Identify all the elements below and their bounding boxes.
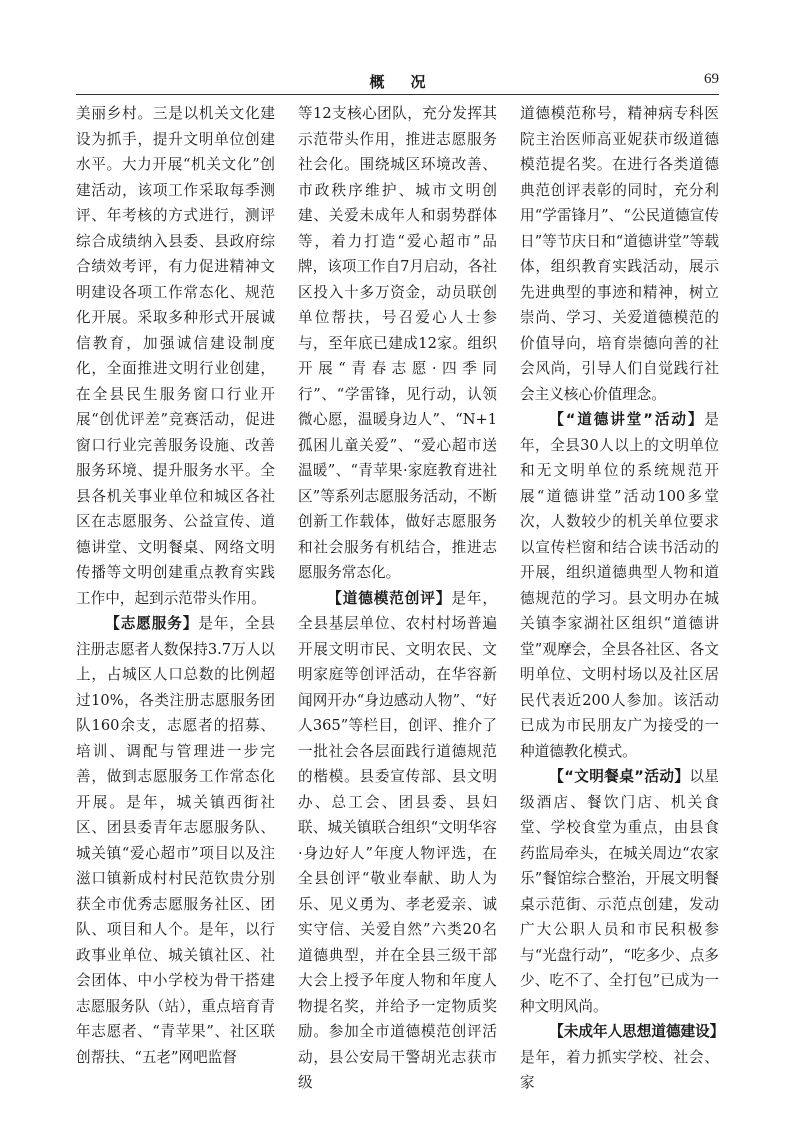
column-right (520, 101, 725, 1096)
paragraph-text: 是年，全县基层单位、农村村场普遍开展文明市民、文明农民、文明家庭等创评活动，在华容新闻网开办“身边感动人物”、“好人365”等栏目，创评、推介了一批社会各层面践行道德规范的楷模。县委宣传部、县文明办、总工会、团县委、县妇联、城关镇联合组织“文明华容·身边好人”年度人物评选，在全县创评“敬业奉献、助人为乐、见义勇为、孝老爱亲、诚实守信、关爱自然”六类20名道德典型，并在全县三级干部大会上授予年度人物和年度人物提名奖，并给予一定物质奖励。参加全市道德模范创评活动，县公安局干警胡光志获市级 (298, 589, 497, 1091)
section-heading-civilized-table: 【“文明餐桌”活动】 (549, 768, 690, 785)
page-number: 69 (704, 71, 719, 87)
paragraph-moral-lecture (520, 407, 719, 764)
header-rule (76, 94, 719, 95)
paragraph-minors-moral (520, 1019, 725, 1096)
paragraph-text: 是年，全县注册志愿者人数保持3.7万人以上，占城区人口总数的比例超过10%，各类注册志愿服务团队160余支，志愿者的招募、培训、调配与管理进一步完善，做到志愿服务工作常态化开展。是年，城关镇西街社区、团县委青年志愿服务队、城关镇“爱心超市”项目以及注滋口镇新成村村民范钦贵分别获全市优秀志愿服务社区、团队、项目和人个。是年，以行政事业单位、城关镇社区、社会团体、中小学校为骨干搭建志愿服务队（站），重点培育青年志愿者、“青苹果”、社区联创帮扶、“五老”网吧监督 (76, 615, 275, 1066)
paragraph-volunteer-continued: 等12支核心团队，充分发挥其示范带头作用，推进志愿服务社会化。围绕城区环境改善、市政秩序维护、城市文明创建、关爱未成年人和弱势群体等，着力打造“爱心超市”品牌，该项工作自7月启动，各社区投入十多万资金，动员联创单位帮扶，号召爱心人士参与，至年底已建成12家。组织开展“青春志愿·四季同行”、“学雷锋，见行动，认领微心愿，温暖身边人”、“N+1孤困儿童关爱”、“爱心超市送温暖”、“青苹果·家庭教育进社区”等系列志愿服务活动，不断创新工作载体，做好志愿服务和社会服务有机结合，推进志愿服务常态化。 (298, 105, 498, 581)
paragraph-culture-continued: 美丽乡村。三是以机关文化建设为抓手，提升文明单位创建水平。大力开展“机关文化”创建活动，该项工作采取每季测评、年考核的方式进行，测评综合成绩纳入县委、县政府综合绩效考评，有力促进精神文明建设各项工作常态化、规范化开展。采取多种形式开展诚信教育，加强诚信建设制度化，全面推进文明行业创建，在全县民生服务窗口行业开展“创优评差”竞赛活动，促进窗口行业完善服务设施、改善服务环境、提升服务水平。全县各机关事业单位和城区各社区在志愿服务、公益宣传、道德讲堂、文明餐桌、网络文明传播等文明创建重点教育实践工作中，起到示范带头作用。 (76, 105, 275, 607)
paragraph-moral-model-continued: 道德模范称号，精神病专科医院主治医师高亚妮获市级道德模范提名奖。在进行各类道德典范创评表彰的同时，充分利用“学雷锋月”、“公民道德宣传日”等节庆日和“道德讲堂”等载体，组织教育实践活动，展示先进典型的事迹和精神，树立崇尚、学习、关爱道德模范的价值导向，培育崇德向善的社会风尚，引导人们自觉践行社会主义核心价值理念。 (520, 105, 719, 403)
section-heading-minors-moral: 【未成年人思想道德建设】 (549, 1023, 725, 1040)
running-header (76, 68, 719, 94)
section-title: 概况 (369, 73, 452, 91)
column-middle (298, 101, 497, 1096)
paragraph-civilized-table (520, 764, 719, 1019)
column-left (76, 101, 275, 1070)
section-heading-moral-model: 【道德模范创评】 (327, 589, 452, 607)
paragraph-text: 是年，全县30人以上的文明单位和无文明单位的系统规范开展“道德讲堂”活动100多堂次，人数较少的机关单位要求以宣传栏窗和结合读书活动的开展，组织道德典型人物和道德规范的学习。县文明办在城关镇李家湖社区组织“道德讲堂”观摩会，全县各社区、各文明单位、文明村场以及社区居民代表近200人参加。该活动已成为市民朋友广为接受的一种道德教化模式。 (520, 411, 719, 760)
section-heading-volunteer: 【志愿服务】 (105, 615, 199, 632)
paragraph-text: 以星级酒店、餐饮门店、机关食堂、学校食堂为重点，由县食药监局牵头，在城关周边“农家乐”餐馆综合整治，开展文明餐桌示范街、示范点创建，发动广大公职人员和市民积极参与“光盘行动”，“吃多少、点多少、吃不了、全打包”已成为一种文明风尚。 (520, 768, 719, 1015)
paragraph-volunteer-service (76, 611, 275, 1070)
section-heading-moral-lecture: 【“道德讲堂”活动】 (549, 411, 705, 428)
paragraph-text: 是年，着力抓实学校、社会、家 (520, 1048, 719, 1091)
paragraph-moral-model (298, 586, 497, 1096)
